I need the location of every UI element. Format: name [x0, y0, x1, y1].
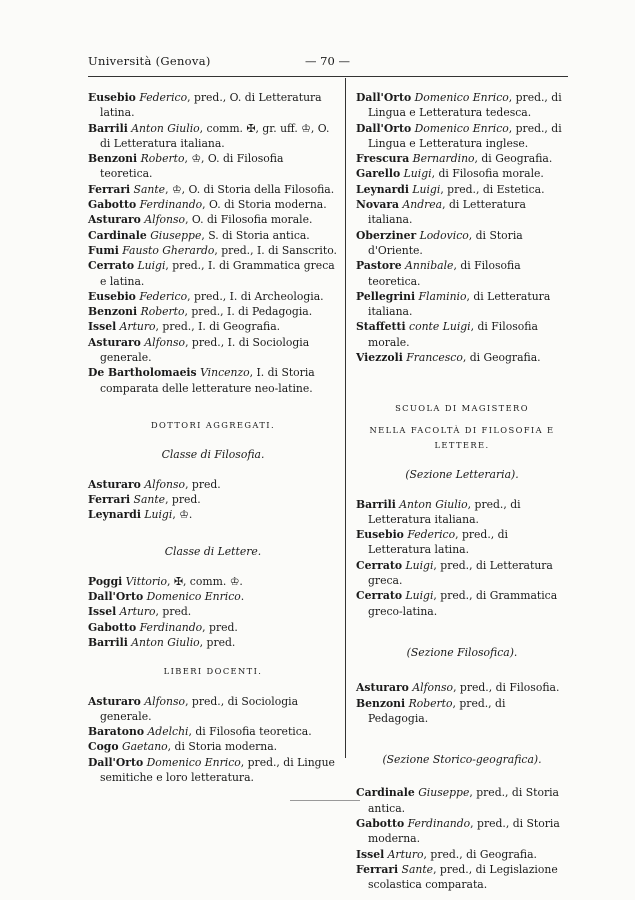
list-item [88, 739, 338, 754]
given-name: Luigi [137, 259, 166, 273]
list-item [356, 197, 568, 228]
list-item [88, 724, 338, 739]
appointment: , pred. [155, 605, 192, 619]
given-name: Domenico Enrico [146, 755, 241, 769]
surname: Asturaro [88, 477, 141, 491]
surname: Asturaro [88, 213, 141, 227]
appointment: , ♔. [172, 508, 193, 522]
given-name: Alfonso [144, 335, 186, 349]
given-name: Anton Giulio [131, 121, 200, 135]
appointment: , pred., I. di Archeologia. [187, 289, 324, 303]
appointment: , pred., di Sociologia generale. [100, 694, 299, 723]
list-item [356, 182, 568, 197]
given-name: Anton Giulio [399, 497, 468, 511]
appointment: , pred., di Letteratura greca. [368, 558, 553, 588]
surname: Issel [356, 847, 385, 861]
surname: Cardinale [356, 786, 415, 800]
surname: Oberziner [356, 228, 417, 242]
surname: Cogo [88, 740, 119, 754]
liberi-docenti-list [88, 694, 338, 786]
appointment: , pred., di Grammatica greco-latina. [368, 589, 558, 618]
surname: Benzoni [88, 152, 138, 166]
appointment: , pred., I. di Grammatica greca e latina. [100, 259, 335, 288]
list-item [356, 350, 568, 365]
list-item [356, 258, 568, 289]
list-item [88, 365, 338, 396]
given-name: Roberto [140, 152, 185, 166]
appointment: , pred., di Letteratura italiana. [368, 497, 521, 526]
footer-divider [290, 800, 360, 801]
list-item [88, 477, 338, 492]
section-title-scuola: SCUOLA DI MAGISTERO [395, 403, 529, 414]
surname: Dall'Orto [88, 755, 144, 769]
surname: Baratono [88, 725, 145, 739]
given-name: Sante [133, 492, 166, 506]
given-name: Alfonso [144, 694, 186, 708]
appointment: , pred. [185, 477, 221, 491]
appointment: , pred., di Lingua e Letteratura inglese. [368, 121, 562, 150]
appointment: , pred., I. di Geografia. [155, 320, 281, 334]
appointment: , di Geografia. [474, 152, 553, 166]
given-name: Giuseppe [418, 786, 470, 800]
surname: Gabotto [88, 620, 137, 634]
surname: Ferrari [356, 862, 399, 876]
given-name: Bernardino [412, 152, 475, 166]
given-name: Ferdinando [139, 620, 203, 634]
appointment: , di Filosofia morale. [368, 320, 538, 349]
surname: Dall'Orto [356, 91, 412, 104]
surname: Eusebio [88, 91, 136, 104]
surname: Cardinale [88, 228, 147, 242]
surname: Pastore [356, 259, 402, 273]
surname: Eusebio [356, 528, 404, 542]
surname: Benzoni [356, 696, 406, 710]
list-item [88, 121, 338, 152]
list-item [88, 574, 338, 589]
list-item [88, 90, 338, 121]
given-name: Ferdinando [139, 198, 203, 212]
left-column [88, 90, 338, 785]
given-name: Alfonso [144, 477, 186, 491]
given-name: Alfonso [412, 681, 454, 695]
surname: Pellegrini [356, 289, 416, 303]
given-name: Anton Giulio [131, 635, 200, 649]
list-item [88, 604, 338, 619]
list-item [88, 182, 338, 197]
subsection-title-letteraria: (Sezione Letteraria). [405, 468, 519, 482]
list-item [356, 558, 568, 589]
given-name: Alfonso [144, 213, 186, 227]
surname: Cerrato [356, 589, 403, 603]
list-item [88, 304, 338, 319]
given-name: Sante [401, 862, 434, 876]
list-item [356, 228, 568, 259]
appointment: , di Geografia. [462, 351, 541, 365]
appointment: , ♔, O. di Filosofia teoretica. [100, 152, 284, 181]
appointment: , pred., di Estetica. [440, 182, 545, 196]
surname: Eusebio [88, 289, 136, 303]
given-name: Roberto [408, 696, 453, 710]
appointment: . [240, 590, 245, 604]
surname: De Bartholomaeis [88, 366, 197, 380]
subsection-title-filosofia: Classe di Filosofia. [161, 448, 265, 462]
appointment: , pred., di Geografia. [423, 847, 537, 861]
surname: Asturaro [88, 335, 141, 349]
appointment: , pred. [199, 635, 236, 649]
given-name: Luigi [405, 558, 434, 572]
list-item [88, 755, 338, 786]
list-item [356, 862, 568, 893]
subsection-title-storico: (Sezione Storico-geografica). [382, 753, 542, 767]
surname: Barrili [88, 635, 128, 649]
given-name: Vincenzo [200, 366, 250, 380]
surname: Leynardi [356, 182, 409, 196]
list-item [88, 258, 338, 289]
subsection-title-filosofica: (Sezione Filosofica). [406, 645, 518, 659]
list-item [88, 228, 338, 243]
surname: Gabotto [88, 198, 137, 212]
given-name: Andrea [402, 198, 443, 212]
surname: Novara [356, 198, 400, 212]
appointment: , di Filosofia teoretica. [188, 725, 312, 739]
appointment: , pred., di Letteratura latina. [368, 528, 508, 557]
given-name: Adelchi [147, 725, 189, 739]
surname: Ferrari [88, 492, 131, 506]
surname: Garello [356, 167, 401, 181]
appointment: , pred., di Lingua e Letteratura tedesca. [368, 91, 562, 120]
surname: Ferrari [88, 182, 131, 196]
appointment: , pred., di Lingue semitiche e loro letteratura. [100, 755, 335, 784]
given-name: Federico [139, 289, 188, 303]
surname: Cerrato [356, 558, 403, 572]
given-name: Federico [407, 528, 456, 542]
given-name: Luigi [412, 182, 441, 196]
surname: Staffetti [356, 320, 406, 334]
list-item [88, 197, 338, 212]
surname: Dall'Orto [88, 590, 144, 604]
surname: Viezzoli [356, 351, 403, 365]
list-item [88, 335, 338, 366]
list-item [88, 694, 338, 725]
dottori-lettere-list [88, 574, 338, 650]
section-title-dottori: DOTTORI AGGREGATI. [150, 419, 275, 430]
list-item [88, 243, 338, 258]
running-head: Università (Genova) [88, 54, 211, 68]
surname: Benzoni [88, 305, 138, 319]
given-name: Roberto [140, 305, 185, 319]
surname: Poggi [88, 574, 123, 588]
list-item [356, 588, 568, 619]
surname: Fumi [88, 243, 119, 257]
section-subtitle-scuola: NELLA FACOLTÀ DI FILOSOFIA E LETTERE. [369, 424, 555, 450]
list-item [88, 620, 338, 635]
list-item [356, 319, 568, 350]
list-item [88, 589, 338, 604]
surname: Gabotto [356, 816, 405, 830]
page-number: — 70 — [305, 54, 350, 68]
surname: Frescura [356, 152, 410, 166]
surname: Asturaro [356, 681, 409, 695]
appointment: , pred., di Filosofia. [453, 681, 560, 695]
given-name: Domenico Enrico [414, 121, 509, 135]
given-name: Vittorio [125, 574, 168, 588]
list-item [88, 212, 338, 227]
given-name: Gaetano [121, 740, 168, 754]
given-name: Domenico Enrico [414, 91, 509, 104]
given-name: Federico [139, 91, 188, 104]
list-item [356, 527, 568, 558]
appointment: , pred., I. di Sociologia generale. [100, 335, 310, 365]
appointment: , di Storia moderna. [167, 740, 278, 754]
list-item [88, 507, 338, 522]
appointment: , I. di Storia comparata delle letterature neo-latine. [100, 366, 315, 395]
surname: Leynardi [88, 508, 141, 522]
filosofica-list [356, 680, 568, 726]
surname: Asturaro [88, 694, 141, 708]
given-name: conte Luigi [409, 320, 471, 334]
appointment: , di Storia d'Oriente. [368, 228, 523, 257]
appointment: , S. di Storia antica. [201, 228, 310, 242]
given-name: Arturo [119, 605, 156, 619]
list-item [356, 289, 568, 320]
list-item [88, 319, 338, 334]
given-name: Domenico Enrico [146, 590, 241, 604]
surname: Cerrato [88, 259, 135, 273]
appointment: , di Letteratura italiana. [368, 289, 551, 319]
faculty-list [88, 90, 338, 396]
letteraria-list [356, 497, 568, 619]
column-divider [345, 78, 346, 758]
appointment: , di Letteratura italiana. [368, 198, 526, 227]
list-item [356, 680, 568, 695]
list-item [356, 166, 568, 181]
list-item [88, 635, 338, 650]
storico-list [356, 785, 568, 892]
appointment: , pred., I. di Sanscrito. [214, 243, 337, 257]
appointment: , pred., O. di Letteratura latina. [100, 91, 322, 120]
given-name: Flaminio [418, 289, 467, 303]
given-name: Giuseppe [150, 228, 202, 242]
given-name: Francesco [406, 351, 463, 365]
appointment: , ✠, comm. ♔. [167, 574, 243, 588]
list-item [356, 497, 568, 528]
appointment: , pred., di Legislazione scolastica comparata. [368, 862, 558, 892]
appointment: , ♔, O. di Storia della Filosofia. [165, 182, 335, 196]
subsection-title-lettere: Classe di Lettere. [164, 545, 262, 559]
given-name: Ferdinando [407, 816, 471, 830]
list-item [88, 289, 338, 304]
list-item [88, 492, 338, 507]
list-item [356, 90, 568, 121]
list-item [356, 785, 568, 816]
given-name: Annibale [405, 259, 454, 273]
right-column [356, 90, 568, 892]
surname: Issel [88, 320, 117, 334]
given-name: Sante [133, 182, 166, 196]
surname: Issel [88, 605, 117, 619]
appointment: , pred. [202, 620, 238, 634]
appointment: , pred., di Pedagogia. [368, 696, 506, 725]
list-item [356, 816, 568, 847]
given-name: Arturo [119, 320, 156, 334]
header-rule [88, 76, 568, 77]
appointment: , comm. ✠, gr. uff. ♔, O. di Letteratura italiana. [100, 121, 330, 150]
appointment: , di Filosofia teoretica. [368, 259, 521, 288]
given-name: Luigi [403, 167, 432, 181]
section-title-liberi: LIBERI DOCENTI. [163, 666, 263, 677]
list-item [356, 847, 568, 862]
list-item [356, 151, 568, 166]
given-name: Lodovico [419, 228, 469, 242]
page-header [88, 54, 567, 72]
list-item [356, 696, 568, 727]
appointment: , di Filosofia morale. [431, 167, 544, 181]
appointment: , pred., di Storia antica. [368, 786, 559, 815]
given-name: Arturo [387, 847, 424, 861]
list-item [88, 151, 338, 182]
appointment: , O. di Storia moderna. [202, 198, 327, 212]
appointment: , O. di Filosofia morale. [185, 213, 313, 227]
given-name: Fausto Gherardo [122, 243, 215, 257]
surname: Barrili [88, 121, 128, 135]
appointment: , pred. [165, 492, 201, 506]
dottori-filosofia-list [88, 477, 338, 523]
surname: Barrili [356, 497, 396, 511]
appointment: , pred., I. di Pedagogia. [184, 305, 313, 319]
liberi-docenti-cont-list [356, 90, 568, 365]
appointment: , pred., di Storia moderna. [368, 816, 560, 846]
given-name: Luigi [405, 589, 434, 603]
given-name: Luigi [144, 508, 173, 522]
surname: Dall'Orto [356, 121, 412, 135]
list-item [356, 121, 568, 152]
